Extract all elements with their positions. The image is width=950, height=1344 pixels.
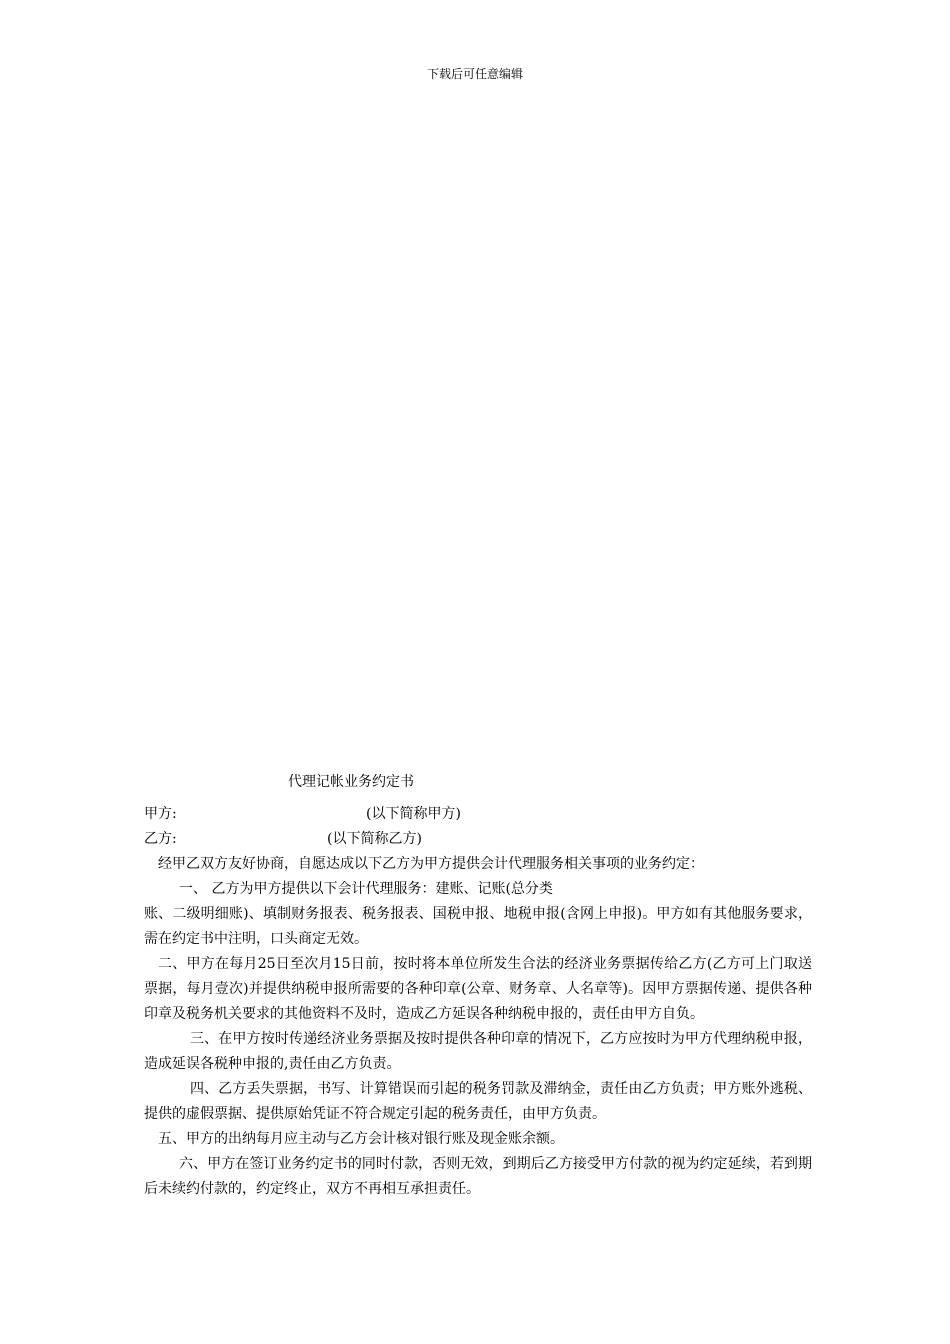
document-title: 代理记帐业务约定书: [288, 774, 414, 790]
party-b-label: 乙方:: [144, 831, 177, 847]
party-a-suffix: (以下简称甲方): [366, 806, 461, 822]
header-note: 下载后可任意编辑: [426, 67, 523, 81]
clause-5-paragraph: 五、甲方的出纳每月应主动与乙方会计核对银行账及现金账余额。: [158, 1131, 564, 1147]
party-a-line: [144, 802, 812, 827]
clause-3-paragraph: 三、在甲方按时传递经济业务票据及按时提供各种印章的情况下，乙方应按时为甲方代理纳税申报，造成延误各税种申报的,责任由乙方负责。: [144, 1031, 812, 1072]
party-b-line: [144, 827, 812, 852]
clause-6-paragraph: 六、甲方在签订业务约定书的同时付款，否则无效，到期后乙方接受甲方付款的视为约定延续，若到期后未续约付款的，约定终止，双方不再相互承担责任。: [144, 1156, 812, 1197]
intro-paragraph: 经甲乙双方友好协商，自愿达成以下乙方为甲方提供会计代理服务相关事项的业务约定：: [158, 856, 704, 872]
document-body: [144, 802, 812, 1202]
party-b-suffix: (以下简称乙方): [327, 831, 422, 847]
clause-1-continuation: 账、二级明细账)、填制财务报表、税务报表、国税申报、地税申报(含网上申报)。甲方如有其他服务要求，需在约定书中注明，口头商定无效。: [144, 906, 812, 947]
clause-1-first-line: 一、 乙方为甲方提供以下会计代理服务：建账、记账(总分类: [179, 881, 553, 897]
clause-2-paragraph: 二、甲方在每月25日至次月15日前，按时将本单位所发生合法的经济业务票据传给乙方(乙方可上门取送票据，每月壹次)并提供纳税申报所需要的各种印章(公章、财务章、人名章等)。因甲方票据传递、提供各种印章及税务机关要求的其他资料不及时，造成乙方延误各种纳税申报的，责任由甲方自负。: [144, 956, 812, 1022]
party-a-label: 甲方:: [144, 806, 177, 822]
clause-4-paragraph: 四、乙方丢失票据，书写、计算错误而引起的税务罚款及滞纳金，责任由乙方负责；甲方账外逃税、提供的虚假票据、提供原始凭证不符合规定引起的税务责任，由甲方负责。: [144, 1081, 812, 1122]
